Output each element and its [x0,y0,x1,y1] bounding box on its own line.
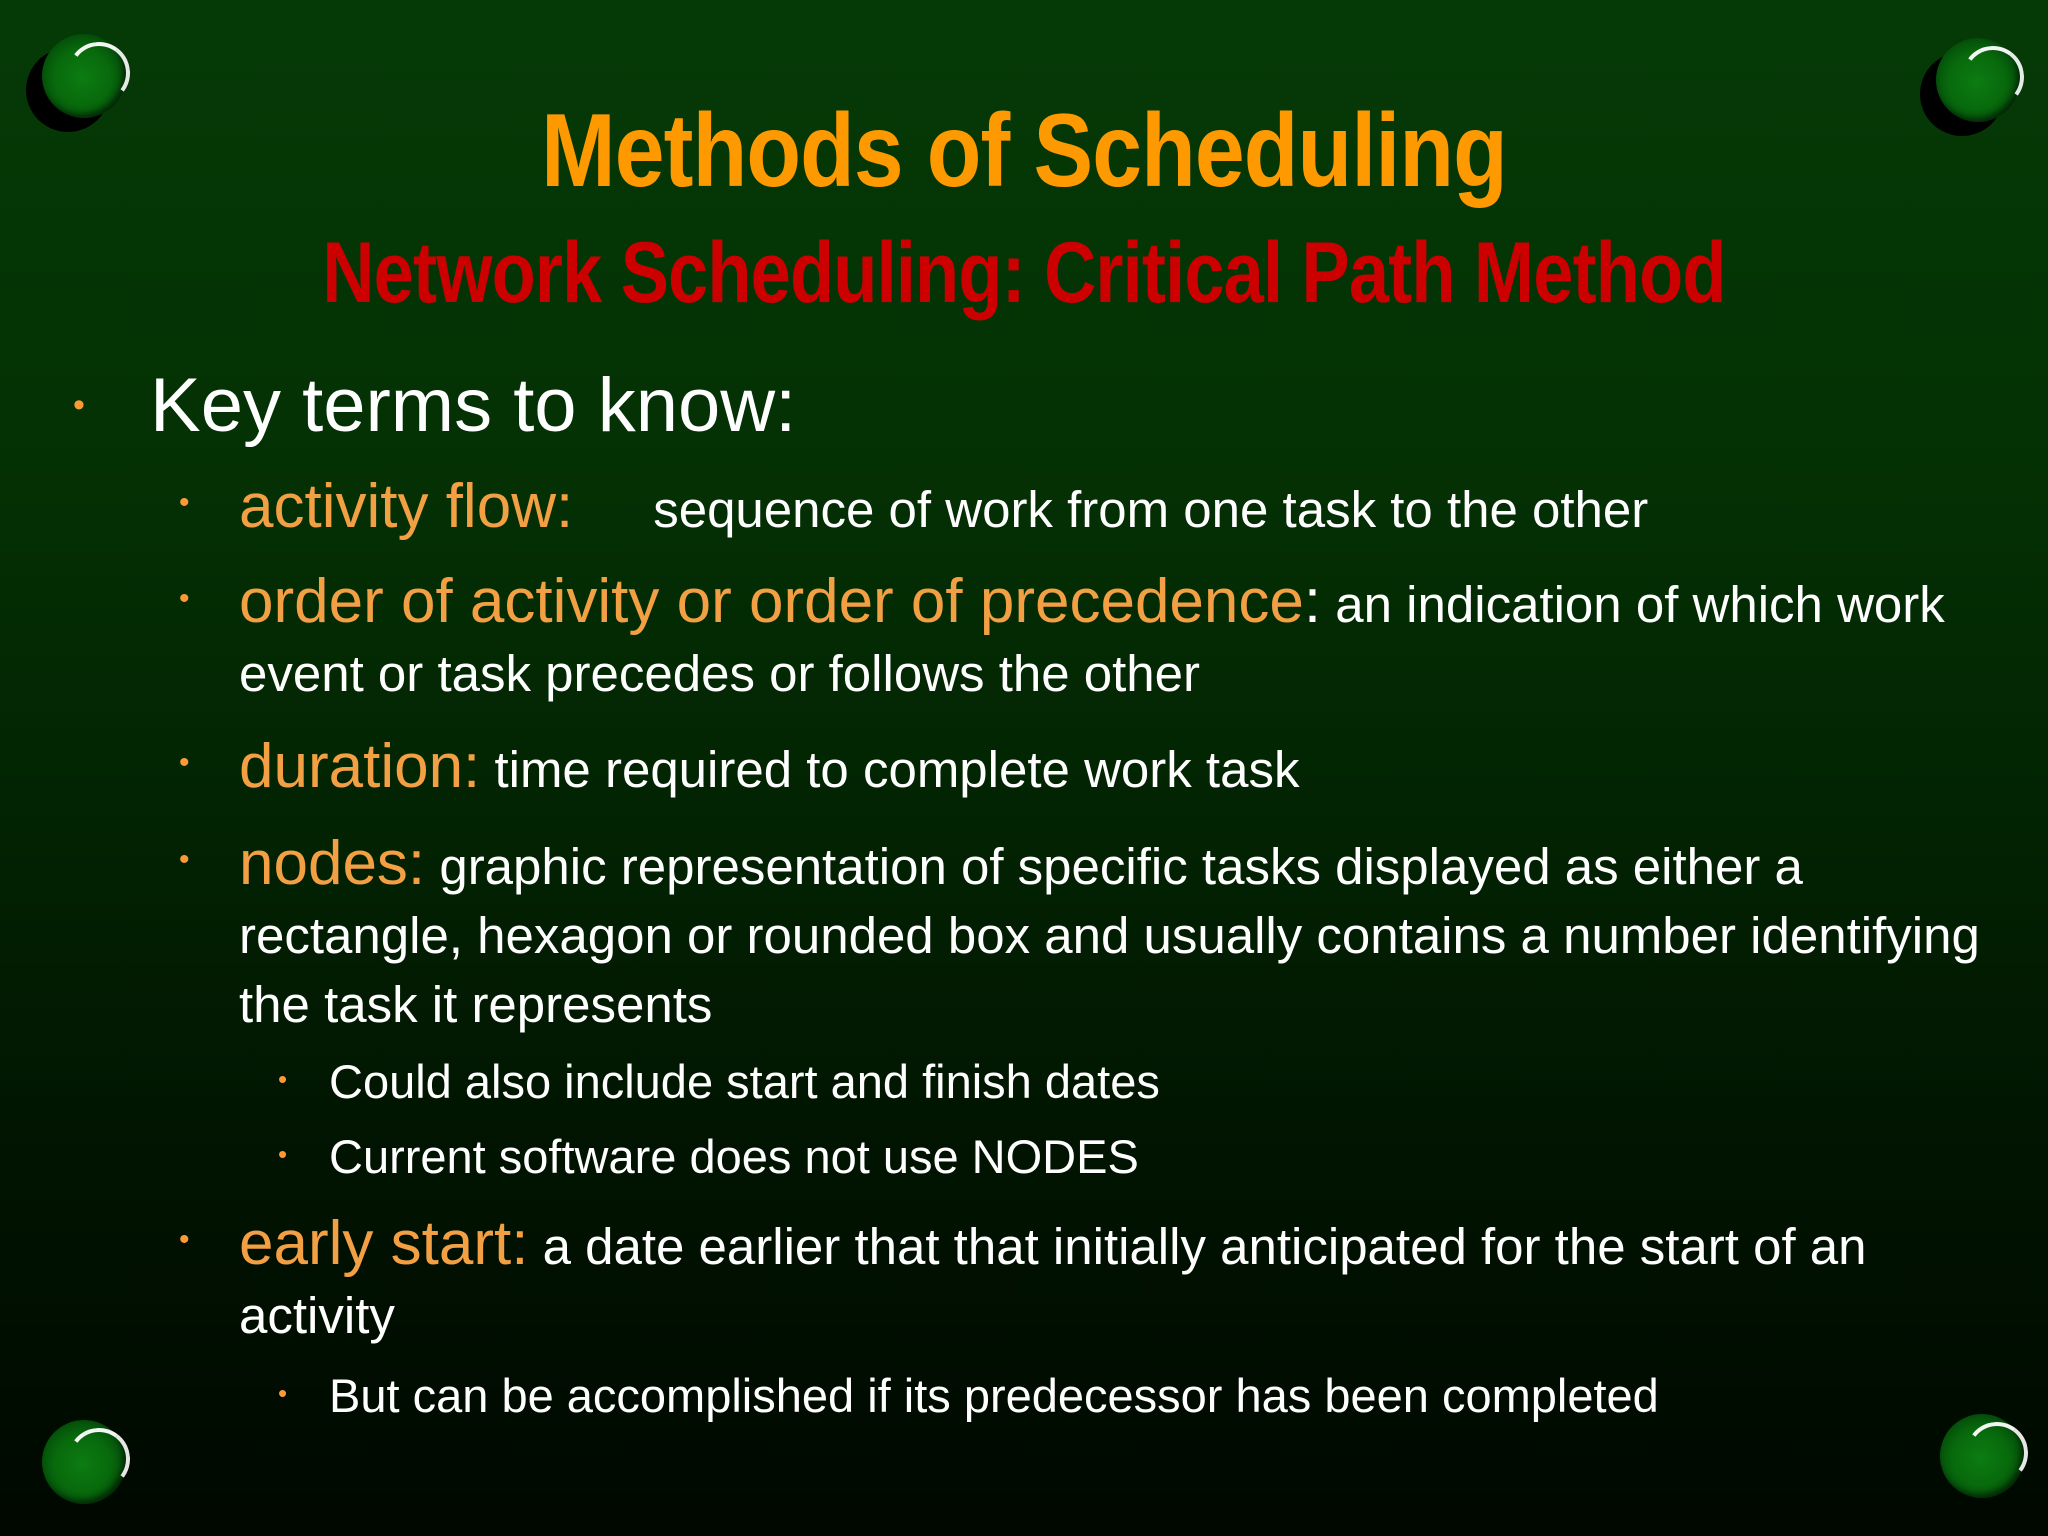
term-label: nodes: [239,829,426,898]
term-definition: a date earlier that that initially anticipated for the start of an activity [239,1218,1867,1344]
term-label: early start: [239,1209,529,1278]
bullet-icon: • [179,582,190,615]
term-colon: : [1303,567,1322,636]
pushpin-icon-top-left [42,34,128,120]
sub-item: Could also include start and finish dates [329,1055,1160,1108]
term-definition: sequence of work from one task to the other [653,481,1649,538]
bullet-icon: • [179,843,190,876]
slide-subtitle: Network Scheduling: Critical Path Method [322,225,1726,321]
sub-bullet-icon: • [278,1064,288,1094]
term-definition: graphic representation of specific tasks displayed as either a rectangle, hexagon or rounded box and usually contains a number identifying the task it represents [239,838,1980,1033]
slide-title: Methods of Scheduling [541,93,1507,209]
sub-bullet-icon: • [278,1378,288,1408]
term-item-nodes [239,829,2009,1039]
term-definition: time required to complete work task [494,741,1300,798]
sub-bullet-icon: • [278,1139,288,1169]
term-definition: an indication of which work event or task precedes or follows the other [239,576,1945,702]
bullet-icon: • [179,486,190,519]
term-label: duration: [239,732,481,801]
sub-item: But can be accomplished if its predecessor has been completed [329,1369,1659,1422]
term-item-order-of-activity [239,567,2009,708]
pushpin-icon-bottom-right [1940,1414,2026,1500]
bullet-icon: • [73,386,85,424]
pushpin-icon-bottom-left [42,1420,128,1506]
pushpin-icon-top-right [1936,38,2022,124]
term-item-early-start [239,1209,2009,1350]
sub-item: Current software does not use NODES [329,1130,1139,1183]
main-bullet-text: Key terms to know: [150,363,797,448]
term-label: order of activity or order of precedence [239,567,1304,636]
term-item-duration [239,732,2009,804]
term-item-activity-flow [239,472,2009,544]
term-label: activity flow: [239,472,574,541]
bullet-icon: • [179,746,190,779]
bullet-icon: • [179,1223,190,1256]
